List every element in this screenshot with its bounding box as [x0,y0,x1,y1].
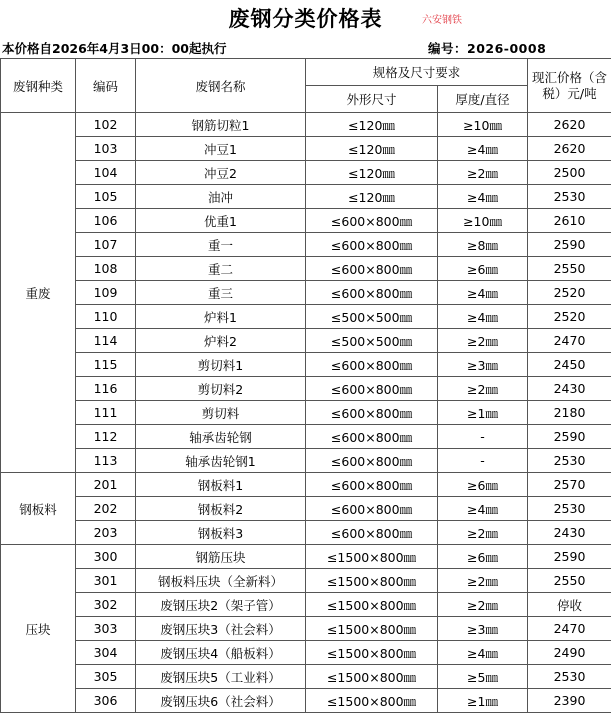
name-cell: 剪切料1 [136,353,306,377]
name-cell: 重三 [136,281,306,305]
name-cell: 废钢压块5（工业料） [136,665,306,689]
thickness-cell: ≥5㎜ [438,665,528,689]
table-row [1,233,611,257]
thickness-cell: ≥2㎜ [438,377,528,401]
size-cell: ≤1500×800㎜ [306,545,438,569]
size-cell: ≤1500×800㎜ [306,593,438,617]
price-cell: 停收 [528,593,611,617]
price-cell: 2530 [528,497,611,521]
thickness-cell: ≥1㎜ [438,689,528,713]
code-cell: 115 [76,353,136,377]
price-cell: 2550 [528,257,611,281]
code-cell: 303 [76,617,136,641]
price-cell: 2450 [528,353,611,377]
name-cell: 轴承齿轮钢 [136,425,306,449]
thickness-cell: ≥2㎜ [438,521,528,545]
table-row [1,497,611,521]
table-row [1,137,611,161]
thickness-cell: - [438,425,528,449]
size-cell: ≤600×800㎜ [306,449,438,473]
code-cell: 300 [76,545,136,569]
table-row [1,209,611,233]
size-cell: ≤500×500㎜ [306,305,438,329]
size-cell: ≤1500×800㎜ [306,569,438,593]
code-cell: 111 [76,401,136,425]
table-row [1,689,611,713]
code-cell: 301 [76,569,136,593]
size-cell: ≤1500×800㎜ [306,689,438,713]
size-cell: ≤1500×800㎜ [306,641,438,665]
table-row [1,449,611,473]
thickness-cell: ≥2㎜ [438,569,528,593]
table-row [1,665,611,689]
size-cell: ≤600×800㎜ [306,377,438,401]
code-cell: 201 [76,473,136,497]
price-cell: 2610 [528,209,611,233]
price-cell: 2430 [528,377,611,401]
table-body [1,113,611,713]
name-cell: 废钢压块6（社会料） [136,689,306,713]
code-cell: 203 [76,521,136,545]
price-cell: 2490 [528,641,611,665]
size-cell: ≤1500×800㎜ [306,665,438,689]
code-cell: 104 [76,161,136,185]
thickness-cell: ≥2㎜ [438,161,528,185]
header-price: 现汇价格（含税）元/吨 [528,59,611,113]
name-cell: 废钢压块3（社会料） [136,617,306,641]
code-cell: 110 [76,305,136,329]
code-cell: 113 [76,449,136,473]
table-row [1,161,611,185]
code-cell: 305 [76,665,136,689]
size-cell: ≤120㎜ [306,137,438,161]
name-cell: 剪切料 [136,401,306,425]
name-cell: 重二 [136,257,306,281]
thickness-cell: ≥3㎜ [438,617,528,641]
price-cell: 2530 [528,665,611,689]
price-cell: 2570 [528,473,611,497]
name-cell: 钢板料3 [136,521,306,545]
size-cell: ≤600×800㎜ [306,497,438,521]
meta-bar [0,37,611,58]
code-cell: 102 [76,113,136,137]
table-row [1,593,611,617]
price-cell: 2390 [528,689,611,713]
table-row [1,425,611,449]
size-cell: ≤1500×800㎜ [306,617,438,641]
category-cell: 钢板料 [1,473,76,545]
price-cell: 2530 [528,185,611,209]
thickness-cell: ≥2㎜ [438,329,528,353]
header-thickness: 厚度/直径 [438,86,528,113]
price-cell: 2520 [528,305,611,329]
code-cell: 108 [76,257,136,281]
code-cell: 112 [76,425,136,449]
code-cell: 103 [76,137,136,161]
title-bar [0,0,611,37]
category-cell: 压块 [1,545,76,713]
name-cell: 炉料2 [136,329,306,353]
serial-number: 编号：2026-0008 [428,39,546,57]
name-cell: 钢筋压块 [136,545,306,569]
table-row [1,473,611,497]
thickness-cell: ≥4㎜ [438,185,528,209]
size-cell: ≤600×800㎜ [306,473,438,497]
name-cell: 油冲 [136,185,306,209]
category-cell: 重废 [1,113,76,473]
thickness-cell: ≥3㎜ [438,353,528,377]
thickness-cell: ≥4㎜ [438,641,528,665]
price-cell: 2620 [528,113,611,137]
name-cell: 剪切料2 [136,377,306,401]
thickness-cell: ≥1㎜ [438,401,528,425]
name-cell: 钢板料1 [136,473,306,497]
header-outer-size: 外形尺寸 [306,86,438,113]
thickness-cell: ≥6㎜ [438,473,528,497]
thickness-cell: ≥10㎜ [438,113,528,137]
thickness-cell: ≥6㎜ [438,257,528,281]
header-category: 废钢种类 [1,59,76,113]
size-cell: ≤600×800㎜ [306,401,438,425]
header-code: 编码 [76,59,136,113]
code-cell: 306 [76,689,136,713]
table-row [1,617,611,641]
name-cell: 钢筋切粒1 [136,113,306,137]
code-cell: 105 [76,185,136,209]
name-cell: 重一 [136,233,306,257]
price-cell: 2620 [528,137,611,161]
table-header [1,59,611,113]
table-row [1,377,611,401]
name-cell: 钢板料2 [136,497,306,521]
thickness-cell: ≥8㎜ [438,233,528,257]
thickness-cell: ≥4㎜ [438,497,528,521]
size-cell: ≤600×800㎜ [306,233,438,257]
name-cell: 冲豆2 [136,161,306,185]
table-row [1,641,611,665]
table-row [1,305,611,329]
code-cell: 109 [76,281,136,305]
price-cell: 2590 [528,545,611,569]
brand-label: 六安钢铁 [422,11,462,26]
thickness-cell: ≥4㎜ [438,305,528,329]
table-row [1,569,611,593]
code-cell: 106 [76,209,136,233]
code-cell: 107 [76,233,136,257]
thickness-cell: ≥6㎜ [438,545,528,569]
code-cell: 302 [76,593,136,617]
thickness-cell: ≥2㎜ [438,593,528,617]
effective-date-notice: 本价格自2026年4月3日00：00起执行 [2,39,226,57]
name-cell: 轴承齿轮钢1 [136,449,306,473]
code-cell: 116 [76,377,136,401]
thickness-cell: ≥4㎜ [438,281,528,305]
price-cell: 2590 [528,425,611,449]
price-cell: 2550 [528,569,611,593]
size-cell: ≤600×800㎜ [306,353,438,377]
name-cell: 优重1 [136,209,306,233]
code-cell: 114 [76,329,136,353]
code-cell: 202 [76,497,136,521]
size-cell: ≤600×800㎜ [306,257,438,281]
name-cell: 钢板料压块（全新料） [136,569,306,593]
price-cell: 2470 [528,329,611,353]
name-cell: 废钢压块2（架子管） [136,593,306,617]
thickness-cell: ≥4㎜ [438,137,528,161]
size-cell: ≤500×500㎜ [306,329,438,353]
code-cell: 304 [76,641,136,665]
size-cell: ≤600×800㎜ [306,425,438,449]
size-cell: ≤120㎜ [306,113,438,137]
name-cell: 炉料1 [136,305,306,329]
table-row [1,401,611,425]
price-cell: 2180 [528,401,611,425]
table-row [1,329,611,353]
table-row [1,521,611,545]
table-row [1,353,611,377]
thickness-cell: - [438,449,528,473]
table-row [1,185,611,209]
header-name: 废钢名称 [136,59,306,113]
table-row [1,281,611,305]
thickness-cell: ≥10㎜ [438,209,528,233]
size-cell: ≤600×800㎜ [306,521,438,545]
price-cell: 2590 [528,233,611,257]
price-table [0,58,611,713]
price-cell: 2520 [528,281,611,305]
table-row [1,113,611,137]
size-cell: ≤120㎜ [306,185,438,209]
price-cell: 2500 [528,161,611,185]
size-cell: ≤600×800㎜ [306,281,438,305]
name-cell: 废钢压块4（船板料） [136,641,306,665]
page-title: 废钢分类价格表 [0,3,611,33]
header-spec-group: 规格及尺寸要求 [306,59,528,86]
size-cell: ≤120㎜ [306,161,438,185]
table-row [1,257,611,281]
price-cell: 2470 [528,617,611,641]
price-cell: 2430 [528,521,611,545]
table-row [1,545,611,569]
name-cell: 冲豆1 [136,137,306,161]
size-cell: ≤600×800㎜ [306,209,438,233]
price-cell: 2530 [528,449,611,473]
